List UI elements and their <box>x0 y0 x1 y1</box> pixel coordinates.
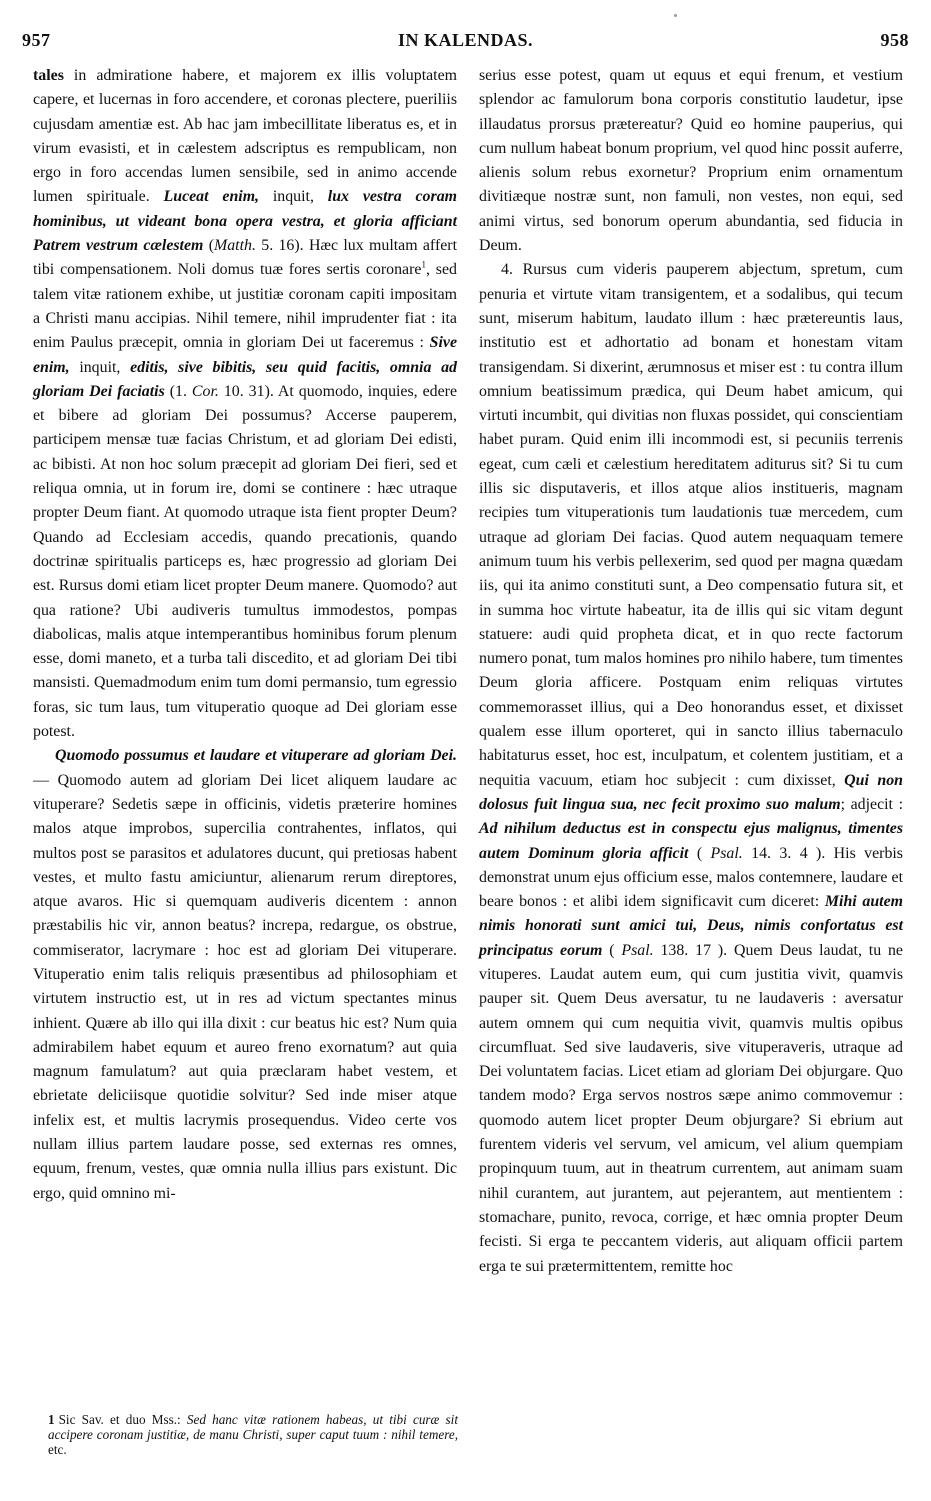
scripture-reference: Psal. <box>710 844 743 862</box>
right-column <box>479 64 903 1279</box>
scripture-reference: Cor. <box>191 382 219 400</box>
text-run: 14. 3. 4 ). His verbis demonstrat unum ejus officium esse, malos contemnere, laudare et beare bonos : et alibi idem significavit cum diceret: <box>479 844 903 911</box>
page-number-right: 958 <box>880 30 909 50</box>
footnote-marker[interactable]: 1 <box>421 260 426 271</box>
scripture-quote: Qui non dolosus fuit lingua sua, nec fecit proximo suo malum <box>479 771 903 813</box>
footnote-quote: Sed hanc vitæ rationem habeas, ut tibi curæ sit accipere coronam justitiæ, de manu Christi, super caput tuum : nihil temere, <box>48 1412 458 1442</box>
lead-word: tales <box>33 67 64 84</box>
page-header <box>22 30 909 58</box>
scripture-quote: Sive enim, <box>33 334 457 376</box>
running-title: IN KALENDAS. <box>397 30 534 50</box>
scripture-quote: lux vestra coram hominibus, ut videant bona opera vestra, et gloria afficiant Patrem vestrum cælestem <box>33 188 457 255</box>
text-run: , sed talem vitæ rationem exhibe, ut justitiæ coronam capiti impositam a Christi manu accipias. Nihil temere, nihil imprudenter fiat : ita enim Paulus præcepit, omnia in gloriam Dei ut faceremus : <box>33 261 457 352</box>
scripture-reference: Psal. <box>621 941 654 959</box>
text-run: — Quomodo autem ad gloriam Dei licet aliquem laudare ac vituperare? Sedetis sæpe in officinis, videtis præterire homines malos atque improbos, supercilia contrahentes, inflatos, qui multos post se parasitos et adulatores ducunt, qui pretiosas habent vestes, et multo fastu amiciuntur, alienarum rerum direptores, atque avaros. Hic si quemquam audiveris dicentem : annon præstabilis hic vir, annon beatus? increpa, redargue, os obstrue, commiserator, lacrymare : hoc est ad gloriam Dei vituperare. Vituperatio enim talis reliquis præsentibus ad philosophiam et virtutem instructio est, ut in res ad victum spectantes minus inhient. Quære ab illo qui illa dixit : cur beatus hic est? Num quia admirabilem habet equum et aureo freno exornatum? aut quia magnum famulatum? aut quia præclaram habet vestem, et ebrietate deliciisque quotidie solvitur? Sed inde miser atque infelix est, et multis lacrymis prosequendus. Video certe vos nullam illius partem laudare posse, sed externas res omnes, equum, frenum, vestes, quæ omnia nulla illius pars existunt. Dic ergo, quid omnino mi- <box>33 771 457 1202</box>
text-run: ( <box>602 941 622 959</box>
text-run: ; adjecit : <box>840 795 903 813</box>
left-column <box>33 64 457 1206</box>
footnote-mark: 1 <box>48 1412 55 1427</box>
scripture-reference: Matth. <box>214 237 256 255</box>
scripture-quote: Luceat enim, <box>163 188 260 206</box>
text-run: 4. Rursus cum videris pauperem abjectum, spretum, cum penuria et virtute vitam transigentem, et a sodalibus, qui tecum sunt, miserum habitum, laudato illum : hæc prætereuntis laus, institutio est et adhortatio ad bonam et honestam vitam transigendam. Si dixerint, ærumnosus et miser est : tu contra illum omnium beatissimum prædica, qui Deum habet amicum, qui virtuti incumbit, qui divitias non fluxas possidet, qui conscientiam habet puram. Quid enim illi incommodi est, si pecuniis terrenis egeat, cum cæli et cælestium hereditatem aditurus sit? Si tu cum illis sic disputaveris, et illos atque alios institueris, magnam recipies tum vituperationis tum laudationis tuæ mercedem, cum utraque ad gloriam Dei facias. Quod autem nequaquam temere animum tuum his verbis pellexerim, sed quod per magna quædam iis, qui ita animo constituti sunt, a Deo compensatio futura sit, et in summa hoc virtute habeatur, ita de illis qui sic vitam degunt statuere: audi quid propheta dicat, et in quo recte factorum numero ponat, tum malos homines pro nihilo habere, tum timentes Deum gloria afficere. Postquam enim reliquas virtutes commemorasset illius, qui a Deo honorandus esset, et dixisset qualem esse illum oporteret, qui in sancto illius tabernaculo habitaturus esset, hoc est, inculpatum, et colentem justitiam, et a nequitia vacuum, etiam hoc subjecit : cum dixisset, <box>479 261 903 789</box>
scripture-quote: editis, sive bibitis, seu quid facitis, omnia ad gloriam Dei faciatis <box>33 358 457 400</box>
text-run: etc. <box>48 1442 67 1457</box>
section-heading: Quomodo possumus et laudare et vituperare ad gloriam Dei. <box>55 747 457 765</box>
footnote <box>48 1412 458 1457</box>
paragraph <box>33 64 457 744</box>
page-number-left: 957 <box>22 30 51 50</box>
paragraph <box>33 744 457 1206</box>
text-run: inquit, <box>69 358 131 376</box>
text-run: ( <box>203 237 214 255</box>
paragraph <box>479 258 903 1278</box>
text-run: 10. 31). At quomodo, inquies, edere et bibere ad gloriam Dei possumus? Accerse pauperem, participem mensæ tuæ facias Christum, et ad gloriam Dei edisti, ac bibisti. At non hoc solum præcepit ad gloriam Dei fieri, sed et reliqua omnia, ut in forum ire, domi se continere : hæc utraque propter Deum fiant. At quomodo utraque ista fient propter Deum? Quando ad Ecclesiam accedis, quando precationis, quando doctrinæ spiritualis particeps es, hæc progressio ad gloriam Dei est. Rursus domi etiam licet propter Deum manere. Quomodo? aut qua ratione? Ubi audiveris tumultus immodestos, pompas diabolicas, malis atque intemperantibus hominibus forum plenum esse, domi maneto, et a turba tali discedito, et ad gloriam Dei tibi mansisti. Quemadmodum enim tum domi permansio, tum egressio foras, sic tum laus, tum vituperatio quoque ad Dei gloriam esse potest. <box>33 382 458 741</box>
text-run: inquit, <box>259 188 328 206</box>
paragraph <box>479 64 903 258</box>
text-run: 5. 16). Hæc lux multam affert tibi compensationem. Noli domus tuæ fores sertis coronare <box>33 237 457 279</box>
scripture-quote: Mihi autem nimis honorati sunt amici tui, Deus, nimis confortatus est principatus eorum <box>479 893 903 959</box>
text-run: in admiratione habere, et majorem ex illis voluptatem capere, et lucernas in foro accendere, et coronas plectere, pueriliis cujusdam amentiæ est. Ab hac jam imbecillitate liberatus es, et in virum evasisti, et in cælestem adscriptus es rempublicam, non ergo in foro accendas lumen sensibile, sed in animo accende lumen spirituale. <box>33 67 457 206</box>
text-run: ( <box>688 844 711 862</box>
scripture-quote: Ad nihilum deductus est in conspectu ejus malignus, timentes autem Dominum gloria afficit <box>479 820 903 862</box>
text-run: 138. 17 ). Quem Deus laudat, tu ne vituperes. Laudat autem eum, qui cum justitia vivit, quamvis pauper sit. Quem Deus aversatur, tu ne laudaveris : aversatur autem omnem qui cum nequitia vivit, quamvis multis opibus circumfluat. Sed sive laudaveris, sive vituperaveris, utraque ad Dei voluntatem facias. Licet etiam ad gloriam Dei objurgare. Quo tandem modo? Erga servos nostros sæpe animo commovemur : quomodo autem licet propter Deum objurgare? Si ebrium aut furentem videris vel servum, vel amicum, vel alium quempiam propinquum tuum, aut in theatrum currentem, aut animam suam nihil curantem, aut jurantem, aut pejerantem, aut mentientem : stomachare, punito, revoca, corrige, et hæc omnia propter Deum fecisti. Si erga te peccantem videris, aut aliquam officii partem erga te sui prætermittentem, remitte hoc <box>479 941 903 1275</box>
text-run: serius esse potest, quam ut equus et equi frenum, et vestium splendor ac famulorum bona corporis constitutio laudetur, ipse illaudatus prorsus prætereatur? Quid eo homine pauperius, qui cum nullum habeat bonum proprium, vel quod hinc possit auferre, alienis solum rebus exornetur? Proprium enim ornamentum divitiæque nostræ sunt, non famuli, non vestes, non equi, sed animi virtus, sed bonorum operum abundantia, sed fiducia in Deum. <box>479 67 903 255</box>
print-speck <box>674 14 677 17</box>
text-run: (1. <box>164 382 192 400</box>
text-run: Sic Sav. et duo Mss.: <box>58 1412 187 1427</box>
